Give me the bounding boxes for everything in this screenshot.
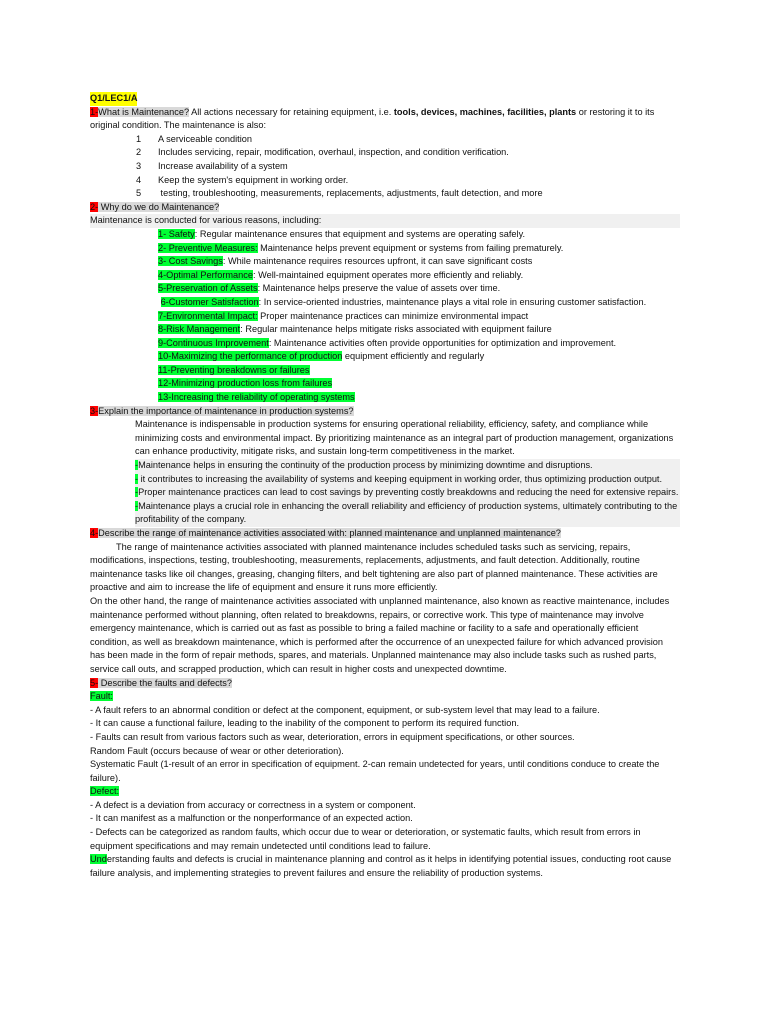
- q3-bullet-dash: -: [135, 473, 139, 484]
- q2-reason-label: 13-Increasing the reliability of operating systems: [158, 392, 355, 403]
- q3-bullet: [135, 473, 680, 487]
- q3-heading: [90, 405, 680, 419]
- q3-number: 3-: [90, 405, 99, 416]
- q3-paragraph: Maintenance is indispensable in production systems for ensuring operational reliability, efficiency, safety, and compliance while minimizing costs and environmental impact. By prioritizing maintenance as an integral part of production management, organizations can enhance productivity, mitigate risks, and sustain long-term competitiveness in the market.: [135, 419, 674, 457]
- q2-reason: [158, 242, 680, 256]
- q1-answer-a: All actions necessary for retaining equipment, i.e.: [189, 106, 394, 117]
- q2-reason: [158, 282, 680, 296]
- q2-reason-text: : Regular maintenance ensures that equipment and systems are operating safely.: [194, 228, 526, 239]
- fault-line: Systematic Fault (1-result of an error in specification of equipment. 2-can remain undetected for years, until conditions conduce to create the failure).: [90, 759, 660, 783]
- q2-reason-label: 7-Environmental Impact:: [158, 310, 258, 321]
- defect-line: - A defect is a deviation from accuracy or correctness in a system or component.: [90, 799, 416, 810]
- q3-bullet-dash: -: [135, 487, 139, 498]
- defect-line: - Defects can be categorized as random faults, which occur due to wear or deterioration, or systematic faults, which result from errors in equipment specifications and may remain undetected until conditions lead to failure.: [90, 827, 641, 851]
- q5-closing-highlight: Und: [90, 854, 107, 865]
- q3-bullet-text: Maintenance plays a crucial role in enhancing the overall reliability and efficiency of production systems, ultimately contributing to the profitability of the company.: [135, 500, 678, 525]
- doc-title-line: [90, 92, 680, 106]
- q1-item-text: Increase availability of a system: [158, 160, 288, 171]
- q2-reason: [158, 323, 680, 337]
- fault-line: - It can cause a functional failure, leading to the inability of the component to perform its required function.: [90, 718, 519, 729]
- q1-list-item: [136, 146, 680, 160]
- q2-reason-label: 11-Preventing breakdowns or failures: [158, 364, 310, 375]
- fault-label-line: [90, 690, 680, 704]
- q1-item-number: 2: [136, 147, 142, 158]
- q2-reason: [158, 310, 680, 324]
- q5-number: 5-: [90, 677, 99, 688]
- q2-reason: [158, 255, 680, 269]
- q2-reason-label: 6-Customer Satisfaction: [160, 296, 259, 307]
- document-content: [90, 92, 680, 880]
- q1-item-number: 5: [136, 188, 142, 199]
- q2-reason-label: 5-Preservation of Assets: [158, 283, 258, 294]
- q1-answer-b: or restoring it to its original condition. The maintenance is also:: [90, 106, 655, 131]
- q2-reason-text: Proper maintenance practices can minimize environmental impact: [257, 310, 529, 321]
- q1-list-item: [136, 133, 680, 147]
- q2-reason: [158, 377, 680, 391]
- q2-reason-text: Maintenance helps prevent equipment or systems from failing prematurely.: [257, 242, 564, 253]
- q1-list-item: [136, 187, 680, 201]
- q1-answer-bold: tools, devices, machines, facilities, plants: [393, 106, 577, 117]
- q2-reason: [158, 364, 680, 378]
- q4-paragraph-unplanned: On the other hand, the range of maintenance activities associated with unplanned maintenance, also known as reactive maintenance, includes maintenance performed without planning, often related to breakdowns, repairs, or corrective work. This type of maintenance may involve emergency maintenance, which is carried out as fast as possible to bring a failed machine or facility to a safe and operationally efficient condition, as well as breakdown maintenance, which is performed after the occurrence of an unexpected failure for which advanced provision has been made in the form of repair methods, spares, and materials. Unplanned maintenance may also include tasks such as rushed parts, service call outs, and scrapped production, which can result in higher costs and unexpected downtime.: [90, 595, 670, 674]
- q4-paragraph-planned: The range of maintenance activities associated with planned maintenance includes scheduled tasks such as servicing, repairs, modifications, inspections, testing, troubleshooting, measurements, replacements, adjustments, and fault detection. Additionally, routine maintenance tasks like oil changes, greasing, changing filters, and belt tightening are also part of planned maintenance. These activities are proactive and aim to increase the life of equipment and ensure it runs more efficiently.: [90, 541, 658, 593]
- q2-reason-label: 4-Optimal Performance: [158, 269, 253, 280]
- q2-reason-label: 3- Cost Savings: [158, 256, 223, 267]
- q1-list-item: [136, 174, 680, 188]
- q2-reason-text: : While maintenance requires resources upfront, it can save significant costs: [222, 256, 533, 267]
- q2-reason: [158, 350, 680, 364]
- q2-reason-text: equipment efficiently and regularly: [342, 351, 485, 362]
- doc-title: Q1/LEC1/A: [90, 92, 137, 106]
- q3-bullet-dash: -: [135, 500, 139, 511]
- q1-question: What is Maintenance?: [98, 106, 190, 117]
- q1-list-item: [136, 160, 680, 174]
- defect-label-line: [90, 785, 680, 799]
- q1-list: [136, 133, 680, 201]
- defect-line: - It can manifest as a malfunction or the nonperformance of an expected action.: [90, 813, 413, 824]
- q3-bullet: [135, 500, 680, 527]
- q2-reason-text: : Maintenance helps preserve the value of assets over time.: [257, 283, 501, 294]
- q4-heading: [90, 527, 680, 541]
- q1-item-number: 4: [136, 174, 142, 185]
- fault-label: Fault:: [90, 691, 113, 702]
- q3-bullet: [135, 459, 680, 473]
- fault-line: - A fault refers to an abnormal condition or defect at the component, equipment, or sub-system level that may lead to a failure.: [90, 704, 600, 715]
- q1-item-text: testing, troubleshooting, measurements, replacements, adjustments, fault detection, and more: [158, 188, 543, 199]
- q5-heading: [90, 677, 680, 691]
- q3-bullet-text: Maintenance helps in ensuring the continuity of the production process by minimizing downtime and disruptions.: [138, 460, 593, 471]
- q2-reason-text: : Maintenance activities often provide opportunities for optimization and improvement.: [268, 337, 617, 348]
- q2-reason-label: 9-Continuous Improvement: [158, 337, 269, 348]
- q2-reason: [158, 269, 680, 283]
- q1-item-text: Keep the system's equipment in working order.: [158, 174, 349, 185]
- q1-block: [90, 106, 680, 133]
- q2-reason-label: 1- Safety: [158, 228, 195, 239]
- q1-number: 1-: [90, 106, 99, 117]
- q2-reason-label: 12-Minimizing production loss from failures: [158, 378, 333, 389]
- q2-reason: [158, 228, 680, 242]
- q1-item-number: 1: [136, 133, 142, 144]
- q2-reason-label: 8-Risk Management: [158, 324, 241, 335]
- q3-bullet: [135, 486, 680, 500]
- q1-item-text: Includes servicing, repair, modification, overhaul, inspection, and condition verification.: [158, 147, 509, 158]
- q3-question: Explain the importance of maintenance in production systems?: [98, 405, 354, 416]
- q2-reason-label: 10-Maximizing the performance of production: [158, 351, 343, 362]
- q1-item-number: 3: [136, 160, 142, 171]
- q2-reason: [158, 391, 680, 405]
- q2-reason-label: 2- Preventive Measures:: [158, 242, 258, 253]
- q3-body: [135, 418, 680, 527]
- q3-bullet-text: Proper maintenance practices can lead to cost savings by preventing costly breakdowns and reducing the need for extensive repairs.: [138, 487, 679, 498]
- fault-line: - Faults can result from various factors such as wear, deterioration, errors in equipment specifications, or other sources.: [90, 731, 575, 742]
- q4-question: Describe the range of maintenance activities associated with: planned maintenance and unplanned maintenance?: [98, 528, 561, 538]
- q3-bullet-dash: -: [135, 460, 139, 471]
- q5-closing-text: erstanding faults and defects is crucial in maintenance planning and control as it helps in identifying potential issues, conducting root cause failure analysis, and implementing strategies to prevent failures and ensure the reliability of production systems.: [90, 854, 672, 878]
- q2-reason: [158, 337, 680, 351]
- q3-bullet-text: it contributes to increasing the availability of systems and keeping equipment in working order, thus optimizing production output.: [138, 473, 663, 484]
- q5-closing: [90, 853, 680, 880]
- q2-reason-text: : Regular maintenance helps mitigate risks associated with equipment failure: [240, 324, 552, 335]
- q2-question: Why do we do Maintenance?: [98, 201, 220, 212]
- q2-reasons-list: [158, 228, 680, 405]
- q2-reason-text: : In service-oriented industries, maintenance plays a vital role in ensuring customer satisfaction.: [258, 296, 647, 307]
- defect-label: Defect:: [90, 786, 120, 797]
- q1-item-text: A serviceable condition: [158, 133, 252, 144]
- fault-line: Random Fault (occurs because of wear or other deterioration).: [90, 745, 344, 756]
- q2-reason: [158, 296, 680, 310]
- q2-number: 2-: [90, 201, 99, 212]
- q2-reason-text: : Well-maintained equipment operates more efficiently and reliably.: [252, 269, 524, 280]
- q2-intro: Maintenance is conducted for various reasons, including:: [90, 214, 680, 228]
- q5-question: Describe the faults and defects?: [98, 677, 232, 688]
- q2-heading: [90, 201, 680, 215]
- q4-number: 4-: [90, 528, 99, 538]
